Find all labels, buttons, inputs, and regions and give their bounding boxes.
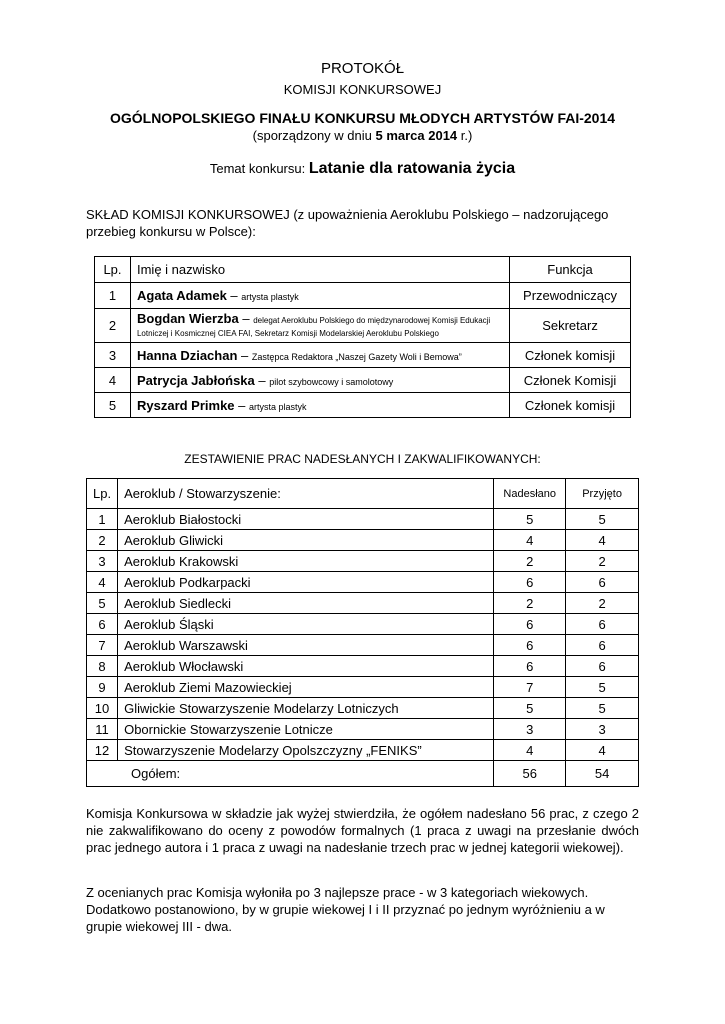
club-name: Aeroklub Krakowski xyxy=(118,551,494,572)
col-lp-header: Lp. xyxy=(87,479,118,509)
table-row: 4 Aeroklub Podkarpacki 6 6 xyxy=(87,572,639,593)
member-cell: Bogdan Wierzba – delegat Aeroklubu Polskiego do międzynarodowej Komisji Edukacji Lotniczej i Kosmicznej CIEA FAI, Sekretarz Komisji Modelarskiej Aeroklubu Polskiego xyxy=(130,309,509,343)
club-name: Obornickie Stowarzyszenie Lotnicze xyxy=(118,719,494,740)
member-desc: Zastępca Redaktora „Naszej Gazety Woli i Bemowa” xyxy=(251,351,462,362)
topic-value: Latanie dla ratowania życia xyxy=(308,160,516,177)
member-cell: Agata Adamek – artysta plastyk xyxy=(130,283,509,309)
works-header-row xyxy=(87,479,639,509)
doc-subtitle: KOMISJI KONKURSOWEJ xyxy=(283,82,442,97)
club-name: Aeroklub Podkarpacki xyxy=(118,572,494,593)
member-cell: Ryszard Primke – artysta plastyk xyxy=(130,393,509,418)
table-row: 8 Aeroklub Włocławski 6 6 xyxy=(87,656,639,677)
col-accepted-header: Przyjęto xyxy=(566,479,639,509)
member-role: Przewodniczący xyxy=(510,283,631,309)
club-name: Aeroklub Ziemi Mazowieckiej xyxy=(118,677,494,698)
member-desc: delegat Aeroklubu Polskiego do międzynarodowej Komisji Edukacji Lotniczej i Kosmicznej CIEA FAI, Sekretarz Komisji Modelarskiej Aeroklubu Polskiego xyxy=(136,315,491,338)
topic-line xyxy=(0,160,725,178)
club-name: Aeroklub Gliwicki xyxy=(118,530,494,551)
member-name: Bogdan Wierzba xyxy=(136,310,239,326)
committee-row: 2 Bogdan Wierzba – delegat Aeroklubu Polskiego do międzynarodowej Komisji Edukacji Lotniczej i Kosmicznej CIEA FAI, Sekretarz Komisji Modelarskiej Aeroklubu Polskiego Sekretarz xyxy=(95,309,631,343)
col-sent-header: Nadesłano xyxy=(494,479,566,509)
col-lp-header: Lp. xyxy=(95,257,131,283)
table-row: 7 Aeroklub Warszawski 6 6 xyxy=(87,635,639,656)
member-role: Sekretarz xyxy=(510,309,631,343)
works-total-row xyxy=(87,761,639,787)
col-club-header: Aeroklub / Stowarzyszenie: xyxy=(118,479,494,509)
club-name: Gliwickie Stowarzyszenie Modelarzy Lotniczych xyxy=(118,698,494,719)
member-name: Ryszard Primke xyxy=(136,397,235,413)
member-desc: pilot szybowcowy i samolotowy xyxy=(269,376,394,387)
total-label: Ogółem: xyxy=(87,761,494,787)
table-row: 6 Aeroklub Śląski 6 6 xyxy=(87,614,639,635)
table-row: 12 Stowarzyszenie Modelarzy Opolszczyzny „FENIKS” 4 4 xyxy=(87,740,639,761)
table-row: 11 Obornickie Stowarzyszenie Lotnicze 3 3 xyxy=(87,719,639,740)
works-title: ZESTAWIENIE PRAC NADESŁANYCH I ZAKWALIFIKOWANYCH: xyxy=(184,452,541,466)
member-role: Członek komisji xyxy=(510,393,631,418)
member-name: Patrycja Jabłońska xyxy=(136,372,255,388)
total-accepted: 54 xyxy=(566,761,639,787)
total-sent: 56 xyxy=(494,761,566,787)
committee-intro: SKŁAD KOMISJI KONKURSOWEJ (z upoważnienia Aeroklubu Polskiego – nadzorującego przebieg konkursu w Polsce): xyxy=(86,207,609,239)
doc-date: 5 marca 2014 xyxy=(375,128,458,143)
committee-header-row xyxy=(95,257,631,283)
committee-row: 5 Ryszard Primke – artysta plastyk Członek komisji xyxy=(95,393,631,418)
committee-row: 1 Agata Adamek – artysta plastyk Przewodniczący xyxy=(95,283,631,309)
table-row: 3 Aeroklub Krakowski 2 2 xyxy=(87,551,639,572)
club-name: Stowarzyszenie Modelarzy Opolszczyzny „FENIKS” xyxy=(118,740,494,761)
doc-title: PROTOKÓŁ xyxy=(320,60,405,77)
member-name: Agata Adamek xyxy=(136,288,227,303)
doc-date-line: (sporządzony w dniu 5 marca 2014 r.) xyxy=(252,128,473,143)
table-row: 2 Aeroklub Gliwicki 4 4 xyxy=(87,530,639,551)
table-row: 10 Gliwickie Stowarzyszenie Modelarzy Lotniczych 5 5 xyxy=(87,698,639,719)
member-cell: Patrycja Jabłońska – pilot szybowcowy i samolotowy xyxy=(130,368,509,393)
member-role: Członek komisji xyxy=(510,343,631,368)
col-role-header: Funkcja xyxy=(510,257,631,283)
works-table xyxy=(86,478,639,787)
table-row: 1 Aeroklub Białostocki 5 5 xyxy=(87,509,639,530)
member-role: Członek Komisji xyxy=(510,368,631,393)
table-row: 5 Aeroklub Siedlecki 2 2 xyxy=(87,593,639,614)
member-cell: Hanna Dziachan – Zastępca Redaktora „Naszej Gazety Woli i Bemowa” xyxy=(130,343,509,368)
committee-table xyxy=(94,256,631,418)
topic-label: Temat konkursu: xyxy=(209,161,309,176)
member-desc: artysta plastyk xyxy=(241,292,299,302)
event-title: OGÓLNOPOLSKIEGO FINAŁU KONKURSU MŁODYCH ARTYSTÓW FAI-2014 xyxy=(109,110,616,126)
committee-row: 4 Patrycja Jabłońska – pilot szybowcowy i samolotowy Członek Komisji xyxy=(95,368,631,393)
summary-paragraph: Komisja Konkursowa w składzie jak wyżej stwierdziła, że ogółem nadesłano 56 prac, z czego 2 nie zakwalifikowano do oceny z powodów formalnych (1 praca z uwagi na przesłanie dwóch prac jednego autora i 1 praca z uwagi na nadesłanie trzech prac w jednej kategorii wiekowej). xyxy=(86,806,639,855)
member-desc: artysta plastyk xyxy=(249,401,307,412)
member-name: Hanna Dziachan xyxy=(136,347,238,363)
club-name: Aeroklub Białostocki xyxy=(118,509,494,530)
table-row: 9 Aeroklub Ziemi Mazowieckiej 7 5 xyxy=(87,677,639,698)
committee-row: 3 Hanna Dziachan – Zastępca Redaktora „Naszej Gazety Woli i Bemowa” Członek komisji xyxy=(95,343,631,368)
club-name: Aeroklub Śląski xyxy=(118,614,494,635)
club-name: Aeroklub Włocławski xyxy=(118,656,494,677)
col-name-header: Imię i nazwisko xyxy=(130,257,509,283)
results-paragraph: Z ocenianych prac Komisja wyłoniła po 3 najlepsze prace - w 3 kategoriach wiekowych. Dodatkowo postanowiono, by w grupie wiekowej I i II przyznać po jednym wyróżnieniu a w grupie wiekowej III - dwa. xyxy=(86,885,605,934)
club-name: Aeroklub Siedlecki xyxy=(118,593,494,614)
club-name: Aeroklub Warszawski xyxy=(118,635,494,656)
